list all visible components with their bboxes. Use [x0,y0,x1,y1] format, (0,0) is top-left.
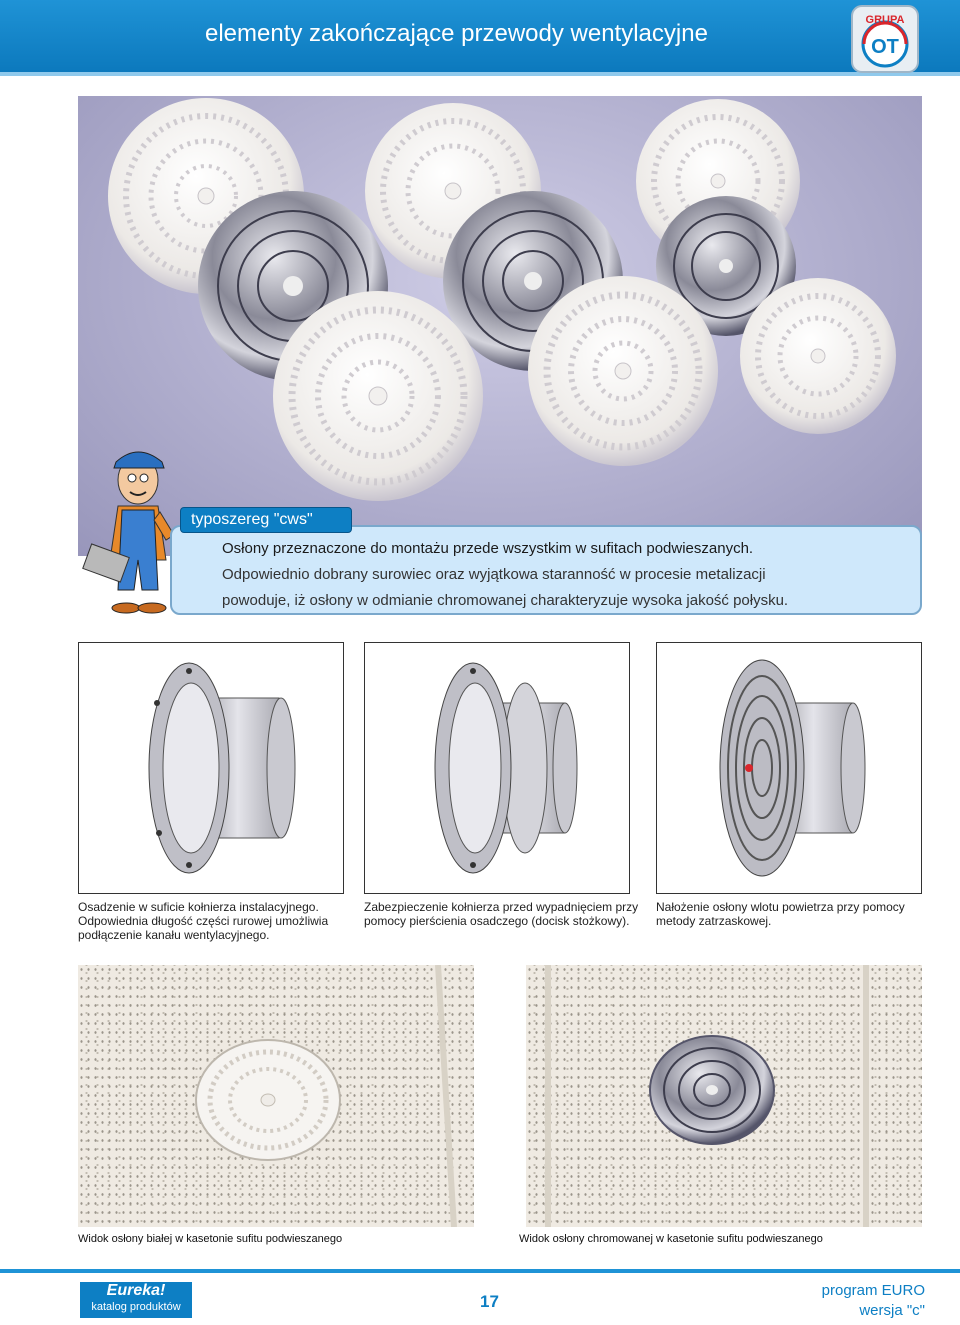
program-label: program EURO [821,1282,925,1299]
page-title: elementy zakończające przewody wentylacyjne [205,20,708,47]
diagram-step-1 [78,642,344,894]
cover-attach-diagram [657,643,921,893]
white-cover-in-ceiling [78,965,474,1227]
white-cover [528,276,718,466]
ceiling-photo-white [78,965,474,1227]
step-caption: Osadzenie w suficie kołnierza instalacyjnego. Odpowiednia długość części rurowej umożliwia podłączenie kanału wentylacyjnego. [78,900,329,942]
step-caption: Zabezpieczenie kołnierza przed wypadnięciem przy pomocy pierścienia osadczego (docisk stożkowy). [364,900,639,928]
product-photo [78,96,922,556]
page-number: 17 [480,1292,499,1311]
grupa-ot-logo [850,4,920,74]
version-label: wersja "c" [859,1302,925,1319]
header-divider [0,72,960,76]
diagram-step-2 [364,642,630,894]
vent-covers-illustration [78,96,922,556]
series-label: typoszereg "cws" [180,507,352,533]
description-line: powoduje, iż osłony w odmianie chromowanej charakteryzuje wysoka jakość połysku. [222,592,789,609]
ceiling-caption: Widok osłony białej w kasetonie sufitu podwieszanego [78,1233,343,1245]
white-cover [273,291,483,501]
logo-top-text: GRUPA [865,14,905,26]
description-line: Odpowiednio dobrany surowiec oraz wyjątkowa staranność w procesie metalizacji [222,566,766,583]
eureka-subtitle: katalog produktów [91,1301,181,1313]
flange-ring-diagram [365,643,629,893]
ceiling-photo-chrome [526,965,922,1227]
white-cover [740,278,896,434]
eureka-brand: Eureka! [106,1282,166,1299]
footer-divider [0,1269,960,1273]
chrome-cover-in-ceiling [526,965,922,1227]
logo-main-text: OT [871,36,899,58]
step-caption: Nałożenie osłony wlotu powietrza przy pomocy metody zatrzaskowej. [656,900,905,928]
flange-diagram [79,643,343,893]
ceiling-caption: Widok osłony chromowanej w kasetonie sufitu podwieszanego [519,1233,823,1245]
description-line: Osłony przeznaczone do montażu przede wszystkim w sufitach podwieszanych. [222,540,754,557]
diagram-step-3 [656,642,922,894]
